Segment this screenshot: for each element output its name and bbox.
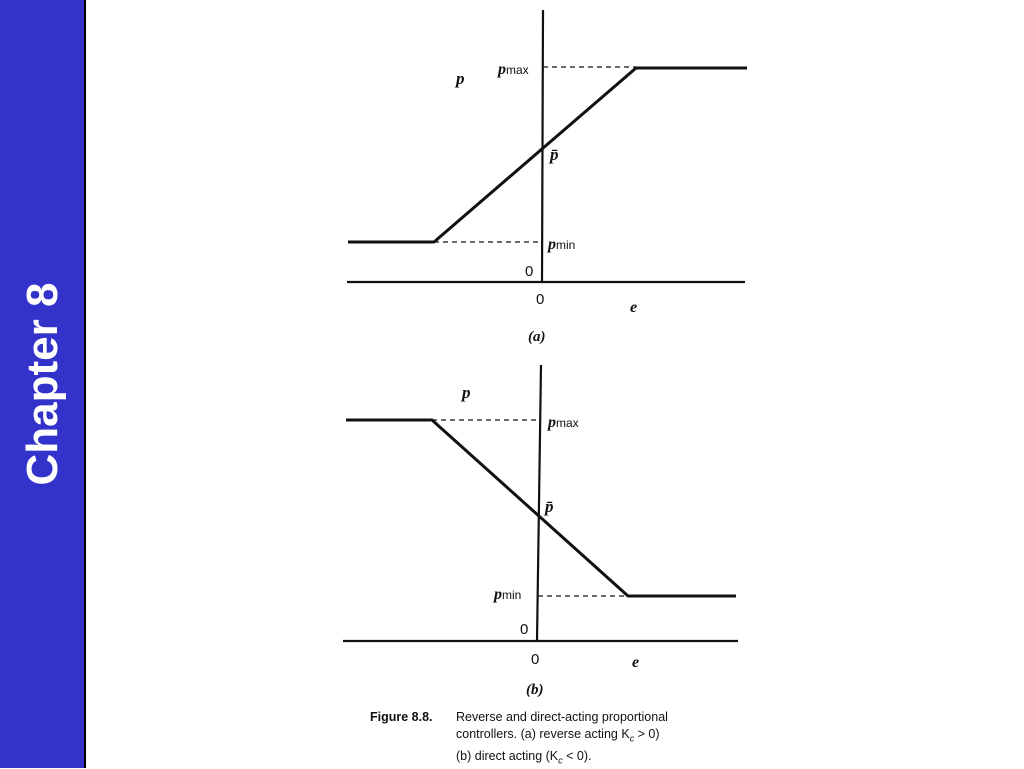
diagram-b-y-label: p [460, 383, 471, 402]
figure-number: Figure 8.8. [370, 709, 456, 726]
diagram-a-origin-y-label: 0 [525, 263, 533, 280]
diagram-b-pmax-label: pmax [546, 414, 579, 431]
diagram-a-origin-x-label: 0 [536, 291, 544, 308]
diagram-b-origin-x-label: 0 [531, 651, 539, 668]
diagram-a-characteristic [348, 68, 747, 242]
diagram-b [343, 365, 738, 698]
diagram-b-origin-y-label: 0 [520, 621, 528, 638]
diagram-a-y-label: p [454, 69, 465, 88]
caption-line-1 [370, 709, 730, 726]
diagram-b-y-axis [537, 365, 541, 641]
diagram-a-panel-label: (a) [528, 329, 546, 345]
chapter-label: Chapter 8 [18, 283, 68, 486]
diagram-a-y-axis [542, 10, 543, 282]
diagram-a-x-label: e [630, 299, 637, 316]
diagram-b-x-label: e [632, 654, 639, 671]
diagram-a [347, 10, 747, 345]
caption-line-2: controllers. (a) reverse acting $K_c > 0$) [370, 726, 730, 748]
caption-line-3: (b) direct acting $(K_c < 0)$. [370, 748, 730, 769]
diagram-a-pmax-label: pmax [496, 61, 529, 78]
diagram-b-pbar-label: p̄ [543, 497, 554, 516]
diagram-a-pmin-label: pmin [546, 236, 575, 253]
caption-text-1: Reverse and direct-acting proportional [456, 710, 668, 724]
diagram-b-pmin-label: pmin [492, 586, 521, 603]
diagram-b-characteristic [346, 420, 736, 596]
diagram-b-panel-label: (b) [526, 682, 544, 698]
diagram-a-pbar-label: p̄ [548, 145, 559, 164]
figure-caption [370, 709, 730, 769]
